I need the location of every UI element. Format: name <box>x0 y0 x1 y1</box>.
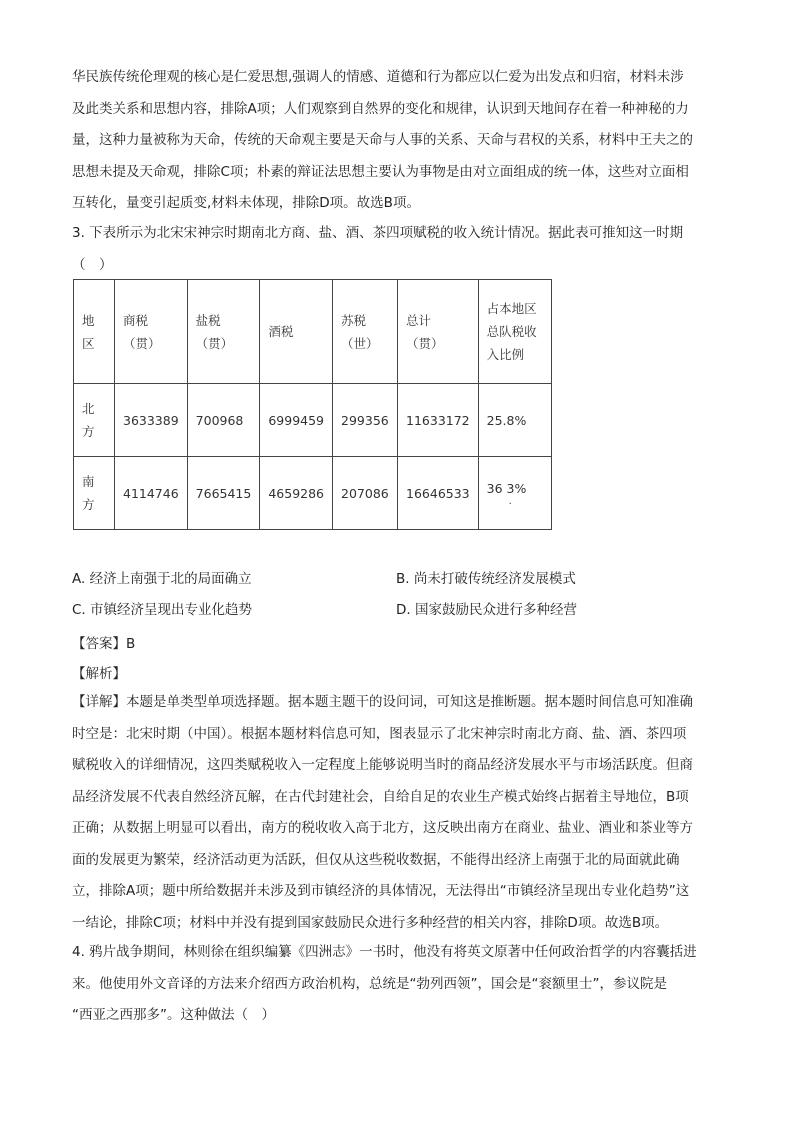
option-a[interactable]: A. 经济上南强于北的局面确立 <box>72 571 252 587</box>
q3-detail <box>72 687 724 939</box>
option-d[interactable]: D. 国家鼓励民众进行多种经营 <box>396 602 577 618</box>
table-cell: 299356 <box>333 384 398 457</box>
text-line: 立，排除A项；题中所给数据并未涉及到市镇经济的具体情况，无法得出“市镇经济呈现出专业化趋势”这 <box>72 883 690 899</box>
header-cell: 苏税 （世） <box>333 280 398 384</box>
text-line: 4. 鸦片战争期间，林则徐在组织编纂《四洲志》一书时，他没有将英文原著中任何政治哲学的内容囊括进 <box>72 944 697 960</box>
table-row <box>74 457 552 530</box>
text-line: 【详解】本题是单类型单项选择题。据本题主题干的设问词，可知这是推断题。据本题时间信息可知准确 <box>72 694 693 710</box>
text-line: 一结论，排除C项；材料中并没有提到国家鼓励民众进行多种经营的相关内容，排除D项。故选B项。 <box>72 914 669 931</box>
q3-stem-line: 3. 下表所示为北宋宋神宗时期南北方商、盐、酒、茶四项赋税的收入统计情况。据此表可推知这一时期 <box>72 225 684 241</box>
answer-label: 【答案】B <box>72 636 136 652</box>
table-cell: 700968 <box>187 384 260 457</box>
text-line: 及此类关系和思想内容，排除A项；人们观察到自然界的变化和规律，认识到天地间存在着一种神秘的力 <box>72 100 689 117</box>
table-cell: 4114746 <box>115 457 188 530</box>
text-line: 互转化，量变引起质变,材料未体现，排除D项。故选B项。 <box>72 195 420 211</box>
table-cell: 11633172 <box>398 384 479 457</box>
header-cell: 占本地区 总队税收 入比例 <box>478 280 551 384</box>
table-cell: 4659286 <box>260 457 333 530</box>
ratio-value: 36 3% <box>486 480 527 496</box>
table-header-row <box>74 280 552 384</box>
text-line: 时空是：北宋时期（中国）。根据本题材料信息可知，图表显示了北宋神宗时南北方商、盐、酒、茶四项 <box>72 725 687 742</box>
option-b[interactable]: B. 尚未打破传统经济发展模式 <box>396 571 576 587</box>
table-cell: 3633389 <box>115 384 188 457</box>
header-cell: 盐税 （贯） <box>187 280 260 384</box>
table-row <box>74 384 552 457</box>
header-cell: 酒税 <box>260 280 333 384</box>
table-cell: 6999459 <box>260 384 333 457</box>
q3-stem <box>72 218 683 281</box>
text-line: 正确；从数据上明显可以看出，南方的税收收入高于北方，这反映出南方在商业、盐业、酒业和茶业等方 <box>72 820 693 836</box>
table-cell <box>478 457 551 530</box>
header-cell: 商税 （贯） <box>115 280 188 384</box>
text-line: 思想未提及天命观，排除C项；朴素的辩证法思想主要认为事物是由对立面组成的统一体，这些对立面相 <box>72 163 689 180</box>
stray-mark: · <box>508 498 512 510</box>
text-line: 华民族传统伦理观的核心是仁爱思想,强调人的情感、道德和行为都应以仁爱为出发点和归宿，材料未涉 <box>72 69 684 85</box>
table-cell: 207086 <box>333 457 398 530</box>
option-c[interactable]: C. 市镇经济呈现出专业化趋势 <box>72 602 253 618</box>
text-line: 来。他使用外文音译的方法来介绍西方政治机构，总统是“勃列西领”，国会是“衮额里士”，参议院是 <box>72 975 667 992</box>
region-cell: 北 方 <box>74 384 115 457</box>
text-line: 量，这种力量被称为天命，传统的天命观主要是天命与人事的关系、天命与君权的关系，材料中王夫之的 <box>72 132 693 148</box>
tax-table <box>73 279 552 530</box>
analysis-label: 【解析】 <box>72 666 126 682</box>
table-cell: 7665415 <box>187 457 260 530</box>
text-line: 面的发展更为繁荣，经济活动更为活跃，但仅从这些税收数据，不能得出经济上南强于北的局面就此确 <box>72 851 680 868</box>
table-cell: 25.8% <box>478 384 551 457</box>
region-cell: 南 方 <box>74 457 115 530</box>
header-cell: 总计 （贯） <box>398 280 479 384</box>
text-line: 赋税收入的详细情况，这四类赋税收入一定程度上能够说明当时的商品经济发展水平与市场活跃度。但商 <box>72 757 693 773</box>
q3-blank: （ ） <box>72 256 113 273</box>
header-cell: 地 区 <box>74 280 115 384</box>
q4-stem <box>72 937 724 1032</box>
text-line: 品经济发展不代表自然经济瓦解，在古代封建社会，自给自足的农业生产模式始终占据着主导地位，B项 <box>72 788 689 805</box>
text-line: “西亚之西那多”。这种做法（ ） <box>72 1007 275 1023</box>
table-cell: 16646533 <box>398 457 479 530</box>
q2-explanation <box>72 62 724 220</box>
